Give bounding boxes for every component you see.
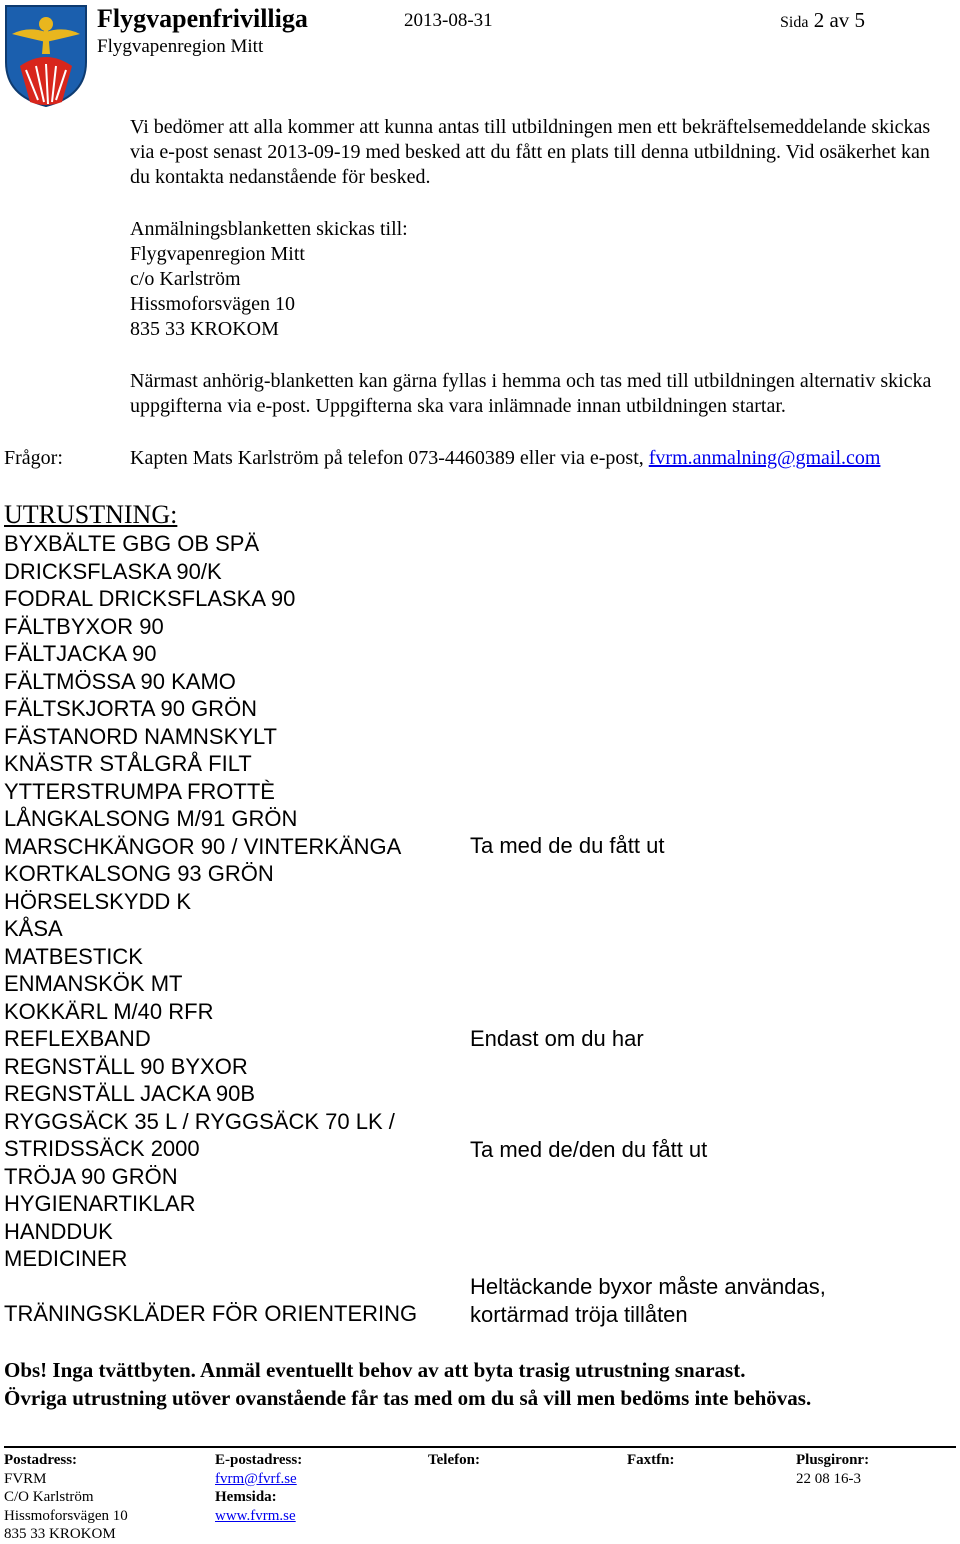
- note-training-line-2: kortärmad tröja tillåten: [470, 1301, 688, 1327]
- address-block: [130, 217, 408, 342]
- equipment-item: REFLEXBAND: [4, 1026, 151, 1051]
- note-reflex: Endast om du har: [470, 1026, 644, 1051]
- equipment-item: YTTERSTRUMPA FROTTÈ: [4, 778, 275, 804]
- equipment-item: FÄLTJACKA 90: [4, 641, 157, 666]
- footer-postal-line-1: FVRM: [4, 1470, 47, 1487]
- page-current: 2: [813, 8, 825, 32]
- equipment-item: FODRAL DRICKSFLASKA 90: [4, 586, 296, 611]
- equipment-item: [4, 1273, 417, 1301]
- footer-postal-column: [4, 1451, 128, 1544]
- address-line-2: c/o Karlström: [130, 268, 241, 290]
- footer-postal-label: Postadress:: [4, 1452, 78, 1468]
- footer-giro-label: Plusgironr:: [796, 1452, 870, 1468]
- footer-postal-line-2: C/O Karlström: [4, 1489, 94, 1505]
- equipment-item: TRÖJA 90 GRÖN: [4, 1163, 178, 1189]
- equipment-item: KORTKALSONG 93 GRÖN: [4, 861, 274, 886]
- equipment-item: REGNSTÄLL 90 BYXOR: [4, 1053, 248, 1079]
- equipment-item: FÄLTBYXOR 90: [4, 613, 164, 639]
- equipment-item: KNÄSTR STÅLGRÅ FILT: [4, 751, 252, 776]
- questions-contact: [130, 446, 880, 471]
- footer-email-column: [215, 1451, 302, 1525]
- footer-postal-line-3: Hissmoforsvägen 10: [4, 1507, 128, 1524]
- org-title: Flygvapenfrivilliga: [97, 4, 308, 33]
- equipment-item: MEDICINER: [4, 1246, 128, 1271]
- equipment-item: FÄSTANORD NAMNSKYLT: [4, 723, 277, 749]
- footer-giro-number: 22 08 16-3: [796, 1470, 861, 1487]
- equipment-item: KOKKÄRL M/40 RFR: [4, 998, 214, 1024]
- equipment-item: REGNSTÄLL JACKA 90B: [4, 1081, 256, 1106]
- equipment-item: RYGGSÄCK 35 L / RYGGSÄCK 70 LK /: [4, 1108, 395, 1134]
- equipment-item: TRÄNINGSKLÄDER FÖR ORIENTERING: [4, 1301, 418, 1326]
- footer-giro-column: [796, 1451, 869, 1488]
- equipment-item: DRICKSFLASKA 90/K: [4, 558, 222, 584]
- footer-phone-column: [428, 1451, 480, 1470]
- questions-label: Frågor:: [4, 447, 63, 469]
- page-number: [780, 8, 865, 33]
- equipment-item: BYXBÄLTE GBG OB SPÄ: [4, 531, 260, 556]
- equipment-item: LÅNGKALSONG M/91 GRÖN: [4, 806, 298, 831]
- coat-of-arms-logo: [4, 4, 88, 108]
- note-training: [470, 1273, 826, 1328]
- footer-postal-line-4: 835 33 KROKOM: [4, 1526, 116, 1542]
- equipment-item: ENMANSKÖK MT: [4, 971, 183, 996]
- equipment-item: STRIDSSÄCK 2000: [4, 1136, 200, 1161]
- org-region: Flygvapenregion Mitt: [97, 36, 264, 57]
- equipment-item: FÄLTSKJORTA 90 GRÖN: [4, 696, 258, 721]
- document-date: 2013-08-31: [404, 10, 493, 31]
- equipment-item: HÖRSELSKYDD K: [4, 888, 192, 914]
- relative-form-paragraph: Närmast anhörig-blanketten kan gärna fyllas i hemma och tas med till utbildningen alternativ skicka uppgifterna via e-post. Uppgifterna ska vara inlämnade innan utbildningen startar.: [130, 370, 932, 417]
- footer-phone-label: Telefon:: [428, 1452, 480, 1468]
- questions-text: Kapten Mats Karlström på telefon 073-4460389 eller via e-post,: [130, 447, 649, 469]
- footer-fax-label: Faxtfn:: [627, 1452, 675, 1468]
- equipment-item: MATBESTICK: [4, 943, 143, 969]
- footer-email-link[interactable]: fvrm@fvrf.se: [215, 1470, 297, 1487]
- intro-paragraph: Vi bedömer att alla kommer att kunna antas till utbildningen men ett bekräftelsemeddelande skickas via e-post senast 2013-09-19 med besked att du fått en plats till denna utbildning. Vid osäkerhet kan du kontakta nedanstående för besked.: [130, 116, 931, 188]
- equipment-item: HYGIENARTIKLAR: [4, 1191, 196, 1216]
- equipment-item: FÄLTMÖSSA 90 KAMO: [4, 668, 236, 694]
- page-total: 5: [854, 8, 866, 32]
- footer-fax-column: [627, 1451, 675, 1470]
- note-boots: Ta med de du fått ut: [470, 833, 665, 858]
- equipment-item: KÅSA: [4, 916, 63, 941]
- equipment-item: MARSCHKÄNGOR 90 / VINTERKÄNGA: [4, 833, 402, 859]
- obs-line-2: Övriga utrustning utöver ovanstående får tas med om du så vill men bedöms inte behövas.: [4, 1386, 812, 1410]
- footer-divider: [4, 1446, 956, 1448]
- note-training-line-1: Heltäckande byxor måste användas,: [470, 1274, 826, 1299]
- questions-email-link[interactable]: fvrm.anmalning@gmail.com: [648, 447, 881, 469]
- note-backpack: Ta med de/den du fått ut: [470, 1137, 708, 1162]
- footer-web-label: Hemsida:: [215, 1489, 277, 1505]
- address-line-4: 835 33 KROKOM: [130, 318, 279, 340]
- equipment-heading: UTRUSTNING:: [4, 500, 178, 529]
- page-sep: av: [829, 8, 850, 32]
- address-line-1: Flygvapenregion Mitt: [130, 243, 305, 265]
- address-line-3: Hissmoforsvägen 10: [130, 293, 295, 315]
- equipment-item: HANDDUK: [4, 1218, 113, 1244]
- obs-line-1: Obs! Inga tvättbyten. Anmäl eventuellt behov av att byta trasig utrustning snarast.: [4, 1358, 746, 1382]
- page-prefix: Sida: [780, 14, 809, 31]
- address-lead: Anmälningsblanketten skickas till:: [130, 218, 408, 240]
- equipment-list: [4, 530, 417, 1328]
- footer-web-link[interactable]: www.fvrm.se: [215, 1507, 296, 1524]
- footer-email-label: E-postadress:: [215, 1452, 303, 1468]
